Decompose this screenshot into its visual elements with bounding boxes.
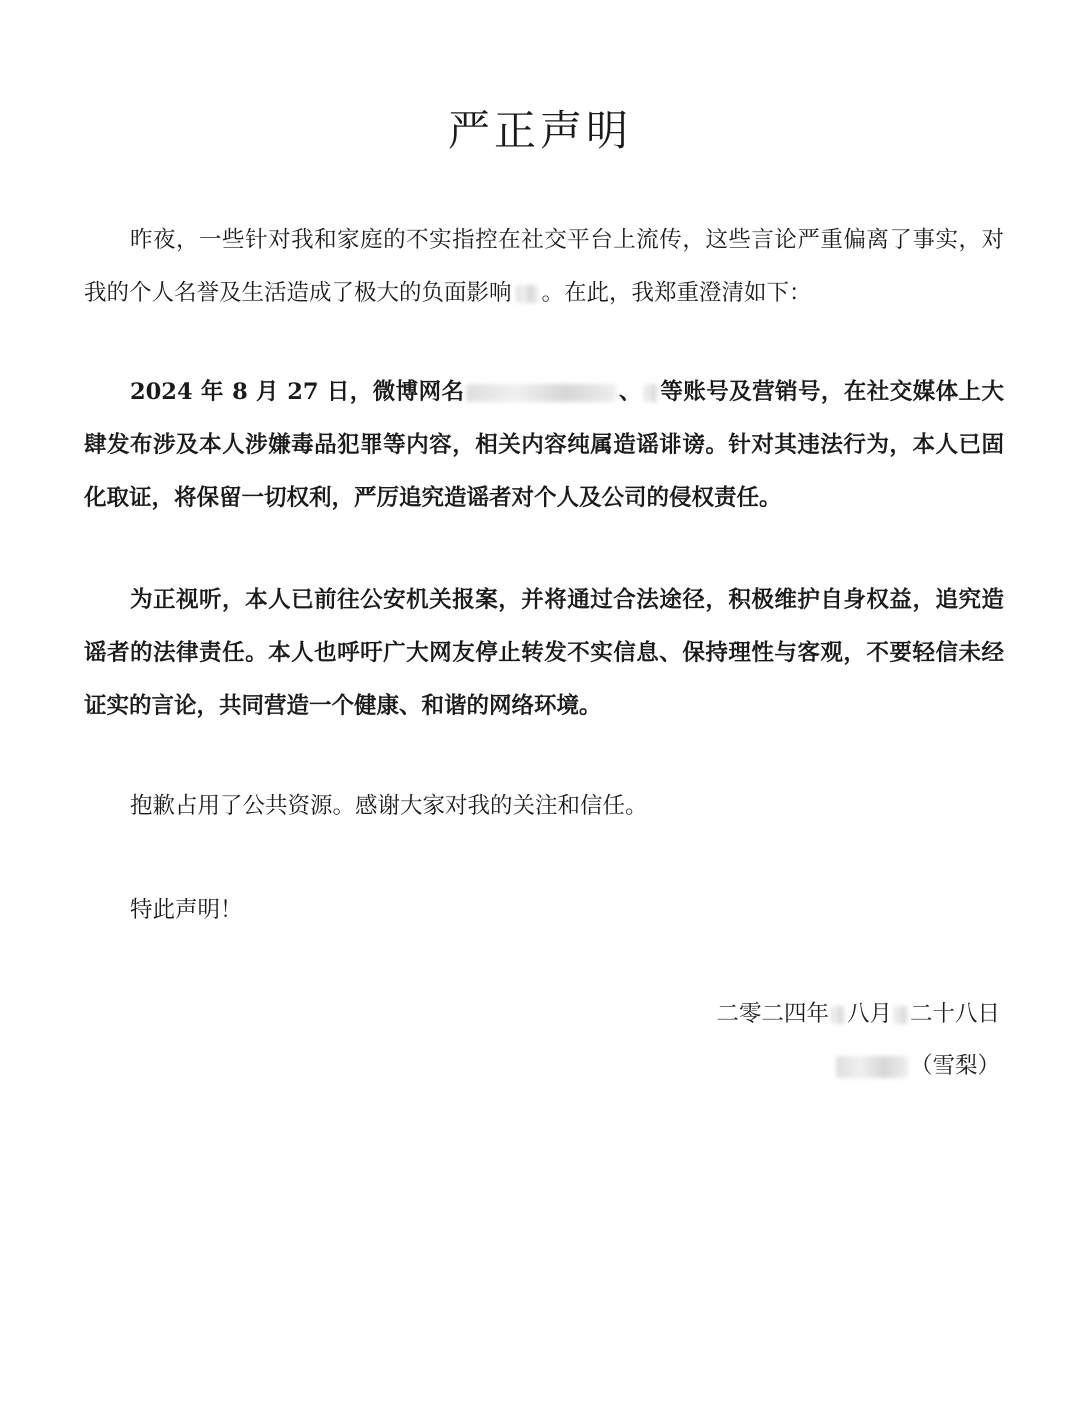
redacted-blur xyxy=(831,1006,845,1024)
paragraph-legal-action: 为正视听，本人已前往公安机关报案，并将通过合法途径，积极维护自身权益，追究造谣者的法律责任。本人也呼吁广大网友停止转发不实信息、保持理性与客观，不要轻信未经证实的言论，共同营造一个健康、和谐的网络环境。 xyxy=(84,587,1004,719)
redacted-account-name xyxy=(466,384,616,402)
paragraph-incident-separator: 、 xyxy=(618,379,642,405)
signature-alias: （雪梨） xyxy=(909,1053,1000,1079)
paragraph-incident-start: 2024 年 8 月 27 日，微博网名 xyxy=(130,379,465,405)
paragraph-closing: 特此声明！ xyxy=(130,897,243,923)
redacted-account-name-2 xyxy=(644,384,658,402)
document-title: 严正声明 xyxy=(447,106,632,155)
redacted-blur xyxy=(894,1006,908,1024)
redacted-real-name xyxy=(836,1056,908,1078)
statement-date xyxy=(716,994,1000,1034)
paragraph-incident-rest: 等账号及营销号，在社交媒体上大肆发布涉及本人涉嫌毒品犯罪等内容，相关内容纯属造谣诽谤。针对其违法行为，本人已固化取证，将保留一切权利，严厉追究造谣者对个人及公司的侵权责任。 xyxy=(84,379,1004,511)
paragraph-intro xyxy=(84,214,1004,320)
paragraph-incident xyxy=(84,366,1004,525)
date-month: 八月 xyxy=(846,1001,892,1027)
date-year: 二零二四年 xyxy=(716,1001,829,1027)
paragraph-apology: 抱歉占用了公共资源。感谢大家对我的关注和信任。 xyxy=(130,793,648,819)
paragraph-intro-text: 昨夜，一些针对我和家庭的不实指控在社交平台上流传，这些言论严重偏离了事实，对我的个人名誉及生活造成了极大的负面影响 xyxy=(84,227,1004,306)
signature xyxy=(836,1046,1000,1086)
paragraph-intro-tail: 。在此，我郑重澄清如下： xyxy=(541,280,812,306)
redacted-blur xyxy=(516,285,538,303)
date-day: 二十八日 xyxy=(909,1001,1000,1027)
